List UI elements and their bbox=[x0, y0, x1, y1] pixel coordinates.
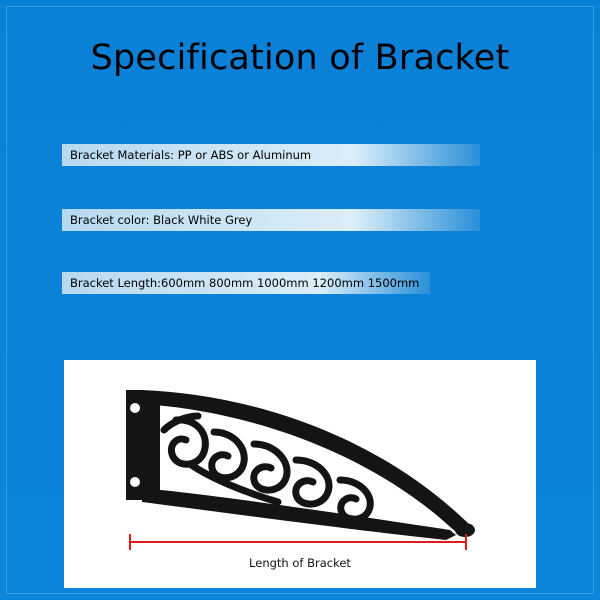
page-title: Specification of Bracket bbox=[90, 38, 510, 78]
spec-row-material bbox=[62, 144, 480, 166]
spec-material-label: Bracket Materials: PP or ABS or Aluminum bbox=[70, 148, 312, 162]
bracket-image-card bbox=[64, 360, 536, 588]
spec-color-label: Bracket color: Black White Grey bbox=[70, 213, 253, 227]
spec-length-label: Bracket Length:600mm 800mm 1000mm 1200mm 1500mm bbox=[70, 276, 420, 290]
spec-row-length bbox=[62, 272, 430, 294]
length-caption: Length of Bracket bbox=[249, 556, 351, 570]
bracket-illustration bbox=[64, 360, 536, 588]
spec-row-color bbox=[62, 209, 480, 231]
